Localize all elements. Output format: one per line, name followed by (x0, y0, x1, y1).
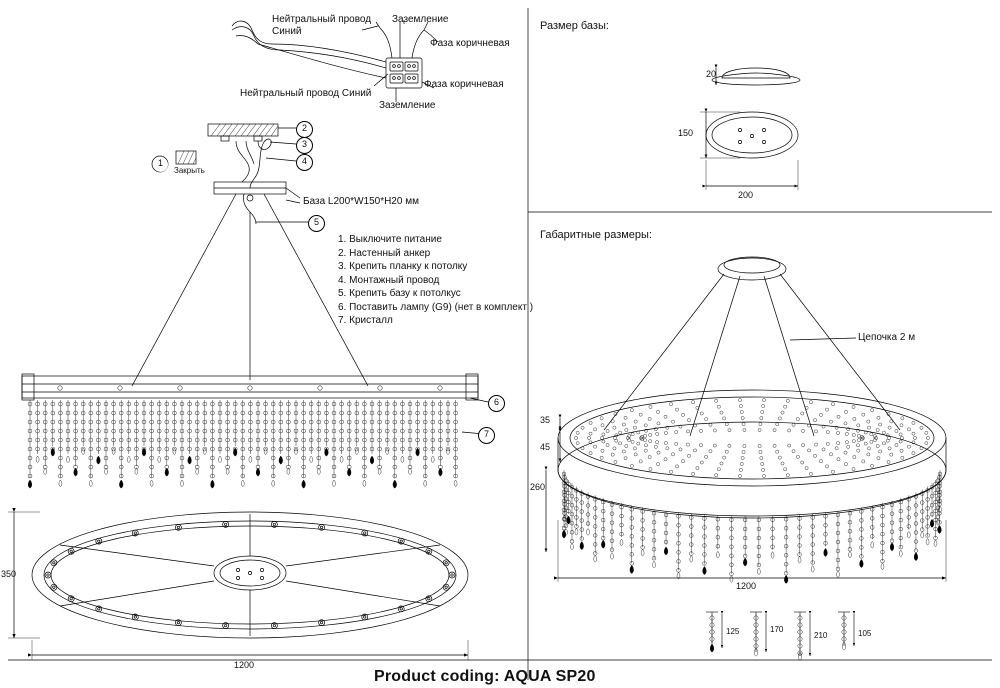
base-height-dim: 20 (706, 69, 717, 79)
dim-260: 260 (530, 482, 546, 492)
step-4: 4. Монтажный провод (338, 274, 440, 286)
callout-7: 7 (478, 427, 495, 444)
label-neutral-top: Нейтральный провод (272, 14, 372, 25)
step-3: 3. Крепить планку к потолку (338, 261, 468, 272)
crystal-size-1: 125 (726, 627, 740, 636)
base-length-dim: 200 (738, 190, 754, 200)
product-coding-title: Product coding: AQUA SP20 (374, 668, 596, 685)
callout-1: 1 (153, 157, 168, 172)
base-width-dim: 150 (678, 128, 694, 138)
topview-dim-1200: 1200 (234, 660, 255, 670)
step-6: 6. Поставить лампу (G9) (нет в комплект ) (338, 301, 534, 313)
topview-dim-350: 350 (1, 569, 17, 579)
assembly-steps (338, 233, 533, 328)
callout-2: 2 (296, 121, 313, 138)
dim-45: 45 (540, 442, 551, 452)
step-5: 5. Крепить базу к потолкус (338, 288, 461, 299)
overall-heading: Габаритные размеры: (540, 229, 652, 241)
label-ground-bottom: Заземление (379, 100, 436, 111)
overall-dim-1200: 1200 (736, 581, 757, 591)
crystal-size-4: 105 (858, 629, 872, 638)
callout-4: 4 (296, 154, 313, 171)
callout-5: 5 (308, 215, 325, 232)
step-7: 7. Кристалл (338, 315, 393, 326)
crystal-size-3: 210 (814, 631, 828, 640)
label-neutral-top-2: Синий (272, 26, 302, 37)
callout-3: 3 (296, 137, 313, 154)
step-1: 1. Выключите питание (338, 234, 442, 245)
label-phase-brown-1: Фаза коричневая (430, 38, 510, 49)
callout-6: 6 (488, 395, 505, 412)
step-2: 2. Настенный анкер (338, 247, 431, 259)
label-neutral-bottom: Нейтральный провод Синий (240, 88, 372, 99)
crystal-size-2: 170 (770, 625, 784, 634)
chain-label: Цепочка 2 м (858, 332, 916, 343)
label-ground-top: Заземление (392, 14, 449, 25)
base-size-heading: Размер базы: (540, 20, 609, 32)
dim-35: 35 (540, 415, 551, 425)
label-phase-brown-2: Фаза коричневая (424, 79, 504, 90)
base-spec-label: База L200*W150*H20 мм (303, 196, 419, 207)
close-label: Закрыть (174, 166, 205, 175)
